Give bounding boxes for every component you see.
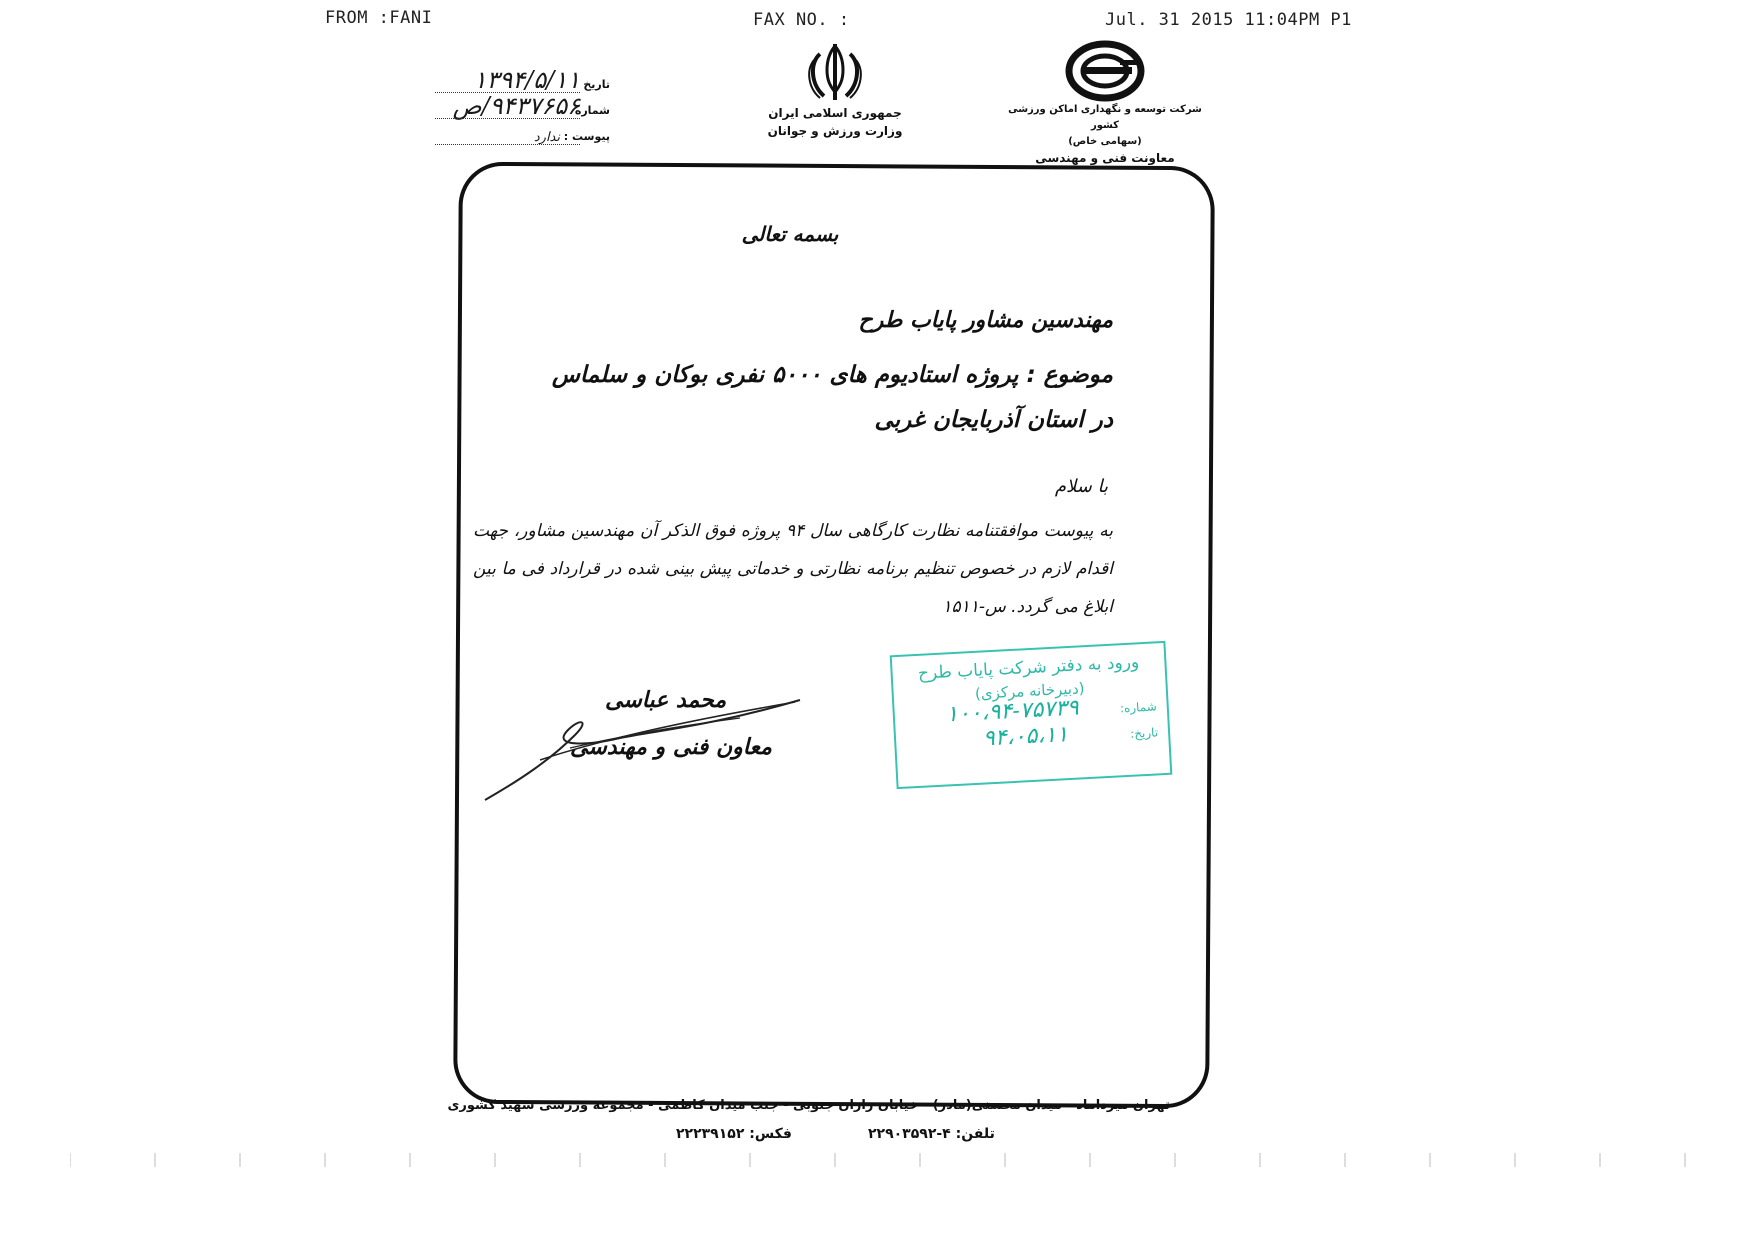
company-name: شرکت توسعه و نگهداری اماکن ورزشی کشور	[1008, 104, 1202, 131]
meta-date-label: تاریخ	[583, 78, 610, 91]
ministry-line-republic: جمهوری اسلامی ایران	[768, 106, 902, 120]
meta-attachment-value: ندارد	[533, 130, 560, 145]
letter-frame	[453, 162, 1215, 1109]
ministry-header	[735, 42, 935, 140]
letter-salutation: با سلام	[1054, 476, 1108, 497]
meta-attachment-row	[425, 122, 610, 148]
meta-number-value: ۹۴۳۷۶۵۶/ص	[452, 92, 580, 120]
footer-phone: تلفن: ۴-۲۲۹۰۳۵۹۲	[868, 1126, 995, 1142]
company-logo-icon	[1060, 40, 1150, 102]
received-stamp	[890, 641, 1173, 789]
meta-attachment-label: پیوست :	[563, 130, 610, 143]
stamp-date-value: ۹۴،۰۵،۱۱	[982, 722, 1069, 752]
meta-date-value: ۱۳۹۴/۵/۱۱	[473, 66, 580, 94]
fax-datetime-page: Jul. 31 2015 11:04PM P1	[1105, 10, 1352, 30]
company-type: (سهامی خاص)	[1068, 136, 1142, 147]
footer-fax: فکس: ۲۲۲۳۹۱۵۲	[676, 1126, 792, 1142]
iran-emblem-icon	[800, 42, 870, 104]
stamp-date-label: تاریخ:	[1129, 725, 1159, 741]
stamp-number-value: ۱۰۰،۹۴-۷۵۷۳۹	[945, 695, 1080, 728]
company-department: معاونت فنی و مهندسی	[1035, 151, 1175, 165]
meta-number-label: شماره	[574, 104, 610, 117]
stamp-title: ورود به دفتر شرکت پایاب طرح	[917, 652, 1140, 684]
ministry-line-ministry: وزارت ورزش و جوانان	[767, 124, 903, 138]
letter-meta	[425, 66, 610, 148]
letter-subject-line2: در استان آذربایجان غربی	[874, 407, 1113, 433]
fax-from: FROM :FANI	[325, 8, 433, 28]
scan-artifact-ticks	[70, 1153, 1710, 1171]
stamp-subtitle: (دبیرخانه مرکزی)	[974, 679, 1085, 703]
meta-attachment-dots	[435, 144, 580, 145]
meta-number-row	[425, 92, 610, 122]
footer-address: تهران میرداماد - میدان محسنی(مادر) - خیابان رازان جنوبی - جنب میدان کاظمی - مجموعه ورزشی شهید کشوری	[447, 1098, 1170, 1113]
letter-body: به پیوست موافقتنامه نظارت کارگاهی سال ۹۴ پروژه فوق الذکر آن مهندسین مشاور، جهت اقدام لازم در خصوص تنظیم برنامه نظارتی و خدماتی پیش بینی شده در قرارداد فی ما بین ابلاغ می گردد. س-۱۵۱۱	[473, 521, 1113, 617]
stamp-number-label: شماره:	[1119, 699, 1158, 716]
letter-subject-line1: موضوع : پروژه استادیوم های ۵۰۰۰ نفری بوکان و سلماس	[551, 362, 1113, 388]
signatory-title: معاون فنی و مهندسی	[570, 735, 772, 760]
fax-number-label: FAX NO. :	[753, 10, 850, 30]
signatory-name: محمد عباسی	[605, 688, 727, 713]
company-header	[1000, 40, 1210, 166]
meta-number-dots	[435, 118, 580, 119]
letter-subject	[493, 353, 1113, 443]
letter-recipient: مهندسین مشاور پایاب طرح	[858, 308, 1113, 333]
basmala: بسمه تعالی	[741, 222, 839, 246]
